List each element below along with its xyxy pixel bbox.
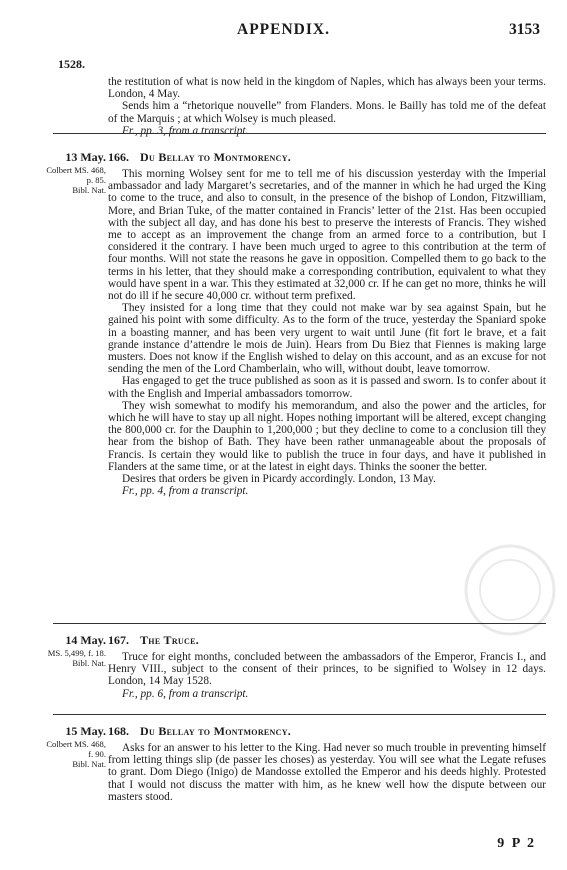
running-title: APPENDIX. <box>237 21 330 38</box>
entry-title: Du Bellay to Montmorency. <box>140 724 292 738</box>
manuscript-ref: Colbert MS. 468, f. 90. <box>46 739 106 759</box>
paragraph: Sends him a “rhetorique nouvelle” from Flanders. Mons. le Bailly has told me of the defeat of the Marquis ; at which Wolsey is much pleased. <box>108 100 546 125</box>
divider <box>53 133 546 134</box>
entry-heading <box>108 150 546 164</box>
entry-date: 14 May. <box>65 633 106 647</box>
signature-mark: 9 P 2 <box>497 836 536 851</box>
source-note: Fr., pp. 3, from a transcript. <box>122 124 249 137</box>
paragraph: Asks for an answer to his letter to the King. Had never so much trouble in preventing himself from letting things slip (de passer les choses) as yesterday. You will see what the Legate refuses to grant. Dom Diego (Inigo) de Mandosse extolled the Emperor and his deeds highly. Protested that I would not discuss the matter with him, as he knew well how the dispute between our masters stood. <box>108 742 546 803</box>
source-note: Fr., pp. 4, from a transcript. <box>122 485 249 498</box>
paragraph: They wish somewhat to modify his memorandum, and also the power and the articles, for which he will have to stay up all night. Hopes nothing important will be altered, except changing the 800,000 cr. for the Dauphin to 1,200,000 ; but they decline to come to a conclusion till they hear from the bishop of Bath. They have been rather unmanageable about the proposals of Francis. Is certain they would like to publish the truce in four days, and have it published in Flanders at the same time, or at the latest in eight days. Thinks the sooner the better. <box>108 399 546 473</box>
library-ref: Bibl. Nat. <box>72 658 106 668</box>
paragraph: They insisted for a long time that they could not make war by sea against Spain, but he gained his point with some difficulty. As to the form of the truce, yesterday the Spaniard spoke in a boasting manner, and has been very urgent to wait until June (fit fort le brave, et a fait grande instance d’attendre le mois de Juin). Hears from Du Biez that Fiennes is making large musters. Does not know if the English wished to delay on this account, and as an excuse for not sending the men of the Lord Chamberlain, who will, without doubt, leave tomorrow. <box>108 302 546 376</box>
paragraph: the restitution of what is now held in the kingdom of Naples, which has always been your terms. London, 4 May. <box>108 76 546 101</box>
entry-number: 167. <box>108 633 129 647</box>
sidenote <box>40 724 106 769</box>
divider <box>53 714 546 715</box>
manuscript-ref: MS. 5,499, f. 18. <box>47 648 106 658</box>
continuation-block <box>108 76 546 137</box>
entry-title: Du Bellay to Montmorency. <box>140 150 292 164</box>
sidenote <box>40 633 106 668</box>
entry-date: 13 May. <box>65 150 106 164</box>
library-ref: Bibl. Nat. <box>72 185 106 195</box>
entry-heading <box>108 724 546 738</box>
entry-number: 166. <box>108 150 129 164</box>
margin-year: 1528. <box>58 57 85 71</box>
paragraph: Desires that orders be given in Picardy accordingly. London, 13 May. <box>122 473 436 486</box>
entry-167 <box>108 633 546 700</box>
entry-168 <box>108 724 546 803</box>
page-header <box>0 18 567 44</box>
library-stamp-watermark <box>460 540 560 640</box>
paragraph: Has engaged to get the truce published as soon as it is passed and sworn. Is to confer about it with the English and Imperial ambassadors tomorrow. <box>108 375 546 400</box>
entry-number: 168. <box>108 724 129 738</box>
library-ref: Bibl. Nat. <box>72 759 106 769</box>
sidenote <box>40 150 106 195</box>
paragraph: This morning Wolsey sent for me to tell me of his discussion yesterday with the Imperial ambassador and lady Margaret’s secretaries, and of the manner in which he had urged the King to come to the truce, and also to consult, in the presence of the bishop of London, Fitzwilliam, More, and Brian Tuke, of the matter contained in Francis’ letter of the 21st. Has been occupied with the subject all day, and has done his best to preserve the interests of Francis. They wished me to accept as an improvement the change from an armed force to a contribution, but I considered it the contrary. I have been much urged to agree to this contribution at the term of four months. Will not state the reasons he gave in opposition. Compelled them to go back to the terms in his letter, that they should make a corresponding contribution, equivalent to what they would have spent in a war. This they estimated at 32,000 cr. If he can get no more, thinks he will not do ill if he secure 40,000 cr. without term prefixed. <box>108 168 546 303</box>
manuscript-ref: Colbert MS. 468, p. 85. <box>46 165 106 185</box>
source-note: Fr., pp. 6, from a transcript. <box>122 687 249 700</box>
paragraph: Truce for eight months, concluded between the ambassadors of the Emperor, Francis I., and Henry VIII., subject to the consent of their princes, to be signified to Wolsey in 12 days. London, 14 May 1528. <box>108 651 546 688</box>
entry-title: The Truce. <box>140 633 200 647</box>
entry-166 <box>108 150 546 497</box>
entry-date: 15 May. <box>65 724 106 738</box>
page-number: 3153 <box>509 21 540 38</box>
